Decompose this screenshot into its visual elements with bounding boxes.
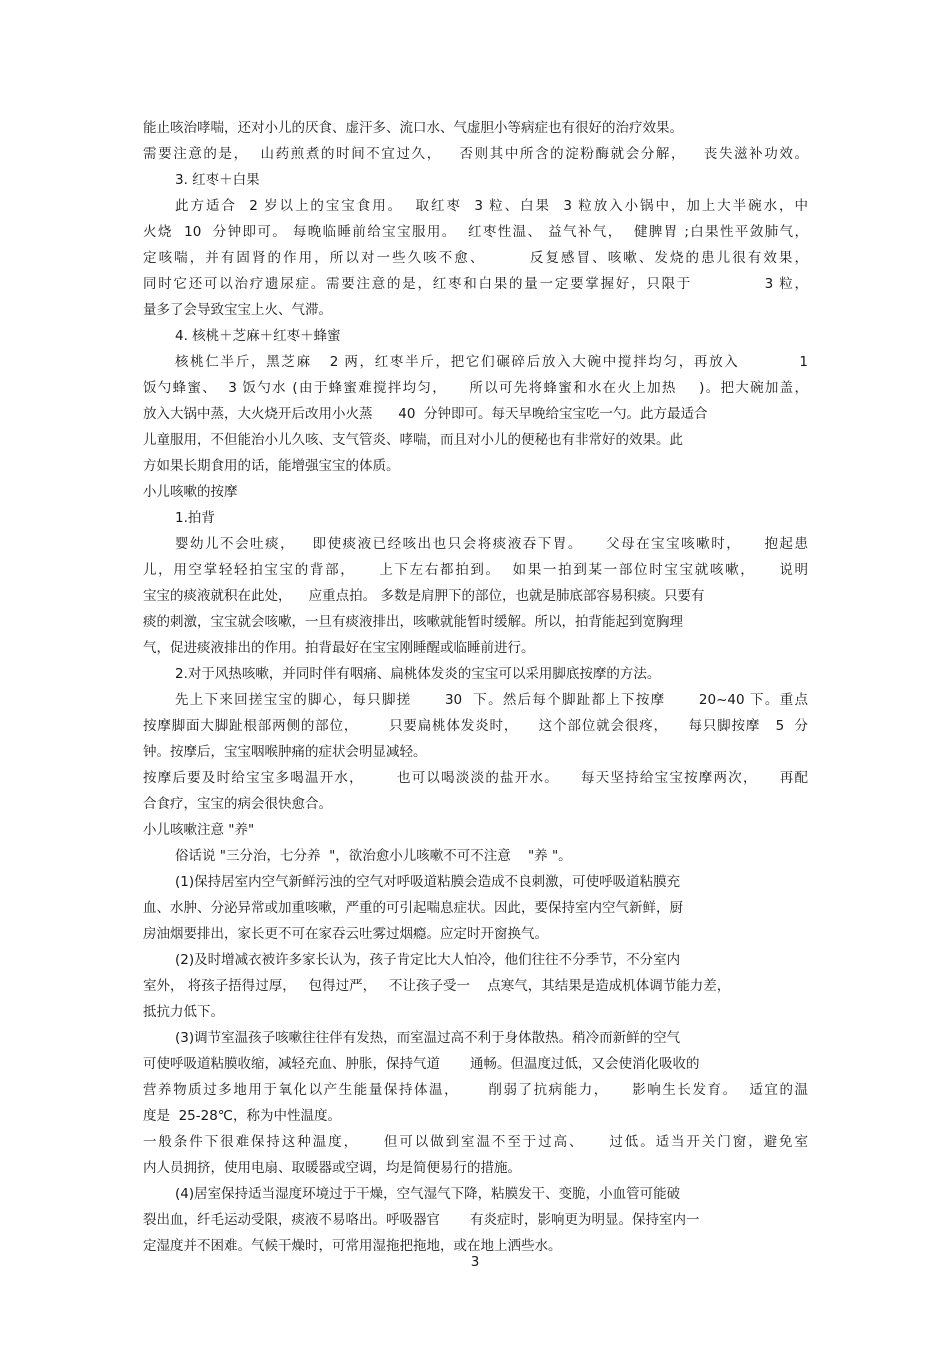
text-line: 一般条件下很难保持这种温度， 但可以做到室温不至于过高、 过低。适当开关门窗，避免室 bbox=[143, 1134, 808, 1150]
text-line: 抵抗力低下。 bbox=[143, 1004, 224, 1020]
text-line: 放入大锅中蒸，大火烧开后改用小火蒸 40 分钟即可。每天早晚给宝宝吃一勺。此方最适合 bbox=[143, 406, 708, 422]
text-line: 定湿度并不困难。气候干燥时，可常用湿拖把拖地，或在地上洒些水。 bbox=[143, 1238, 562, 1254]
text-line: 营养物质过多地用于氧化以产生能量保持体温， 削弱了抗病能力， 影响生长发育。 适宜的温 bbox=[143, 1082, 808, 1098]
text-line: 需要注意的是， 山药煎煮的时间不宜过久， 否则其中所含的淀粉酶就会分解， 丧失滋补功效。 bbox=[143, 146, 808, 162]
text-line: 婴幼儿不会吐痰， 即使痰液已经咳出也只会将痰液吞下胃。 父母在宝宝咳嗽时， 抱起患 bbox=[175, 536, 808, 552]
text-line: 钟。按摩后，宝宝咽喉肿痛的症状会明显减轻。 bbox=[143, 744, 427, 760]
text-line: 按摩后要及时给宝宝多喝温开水， 也可以喝淡淡的盐开水。 每天坚持给宝宝按摩两次， 再配 bbox=[143, 770, 808, 786]
list-heading: 2.对于风热咳嗽，并同时伴有咽痛、扁桃体发炎的宝宝可以采用脚底按摩的方法。 bbox=[175, 666, 661, 682]
text-line: 痰的刺激，宝宝就会咳嗽，一旦有痰液排出，咳嗽就能暂时缓解。所以，拍背能起到宽胸理 bbox=[143, 614, 683, 630]
text-line: (3)调节室温孩子咳嗽往往伴有发热，而室温过高不利于身体散热。稍冷而新鲜的空气 bbox=[175, 1030, 681, 1046]
text-line: 此方适合 2 岁以上的宝宝食用。 取红枣 3 粒、白果 3 粒放入小锅中，加上大半碗水，中 bbox=[175, 198, 808, 214]
text-line: 宝宝的痰液就积在此处， 应重点拍。 多数是肩胛下的部位，也就是肺底部容易积痰。只要有 bbox=[143, 588, 705, 604]
text-line: 定咳喘，并有固肾的作用，所以对一些久咳不愈、 反复感冒、咳嗽、发烧的患儿很有效果， bbox=[143, 250, 808, 266]
list-heading: 4. 核桃＋芝麻＋红枣＋蜂蜜 bbox=[175, 328, 341, 344]
text-line: 核桃仁半斤，黑芝麻 2 两，红枣半斤，把它们碾碎后放入大碗中搅拌均匀，再放入 1 bbox=[175, 354, 808, 370]
section-heading: 小儿咳嗽注意 "养" bbox=[143, 822, 255, 838]
text-line: 儿，用空掌轻轻拍宝宝的背部， 上下左右都拍到。 如果一拍到某一部位时宝宝就咳嗽， 说明 bbox=[143, 562, 808, 578]
text-line: 室外， 将孩子捂得过厚， 包得过严， 不让孩子受一 点寒气，其结果是造成机体调节能力差， bbox=[143, 978, 731, 994]
text-line: 房油烟要排出，家长更不可在家吞云吐雾过烟瘾。应定时开窗换气。 bbox=[143, 926, 548, 942]
text-line: 饭勺蜂蜜、 3 饭勺水 (由于蜂蜜难搅拌均匀， 所以可先将蜂蜜和水在火上加热 )。把大碗加盖， bbox=[143, 380, 808, 396]
text-line: 度是 25-28℃，称为中性温度。 bbox=[143, 1108, 341, 1124]
text-line: (2)及时增减衣被许多家长认为，孩子肯定比大人怕冷，他们往往不分季节，不分室内 bbox=[175, 952, 681, 968]
text-line: 气，促进痰液排出的作用。拍背最好在宝宝刚睡醒或临睡前进行。 bbox=[143, 640, 535, 656]
text-line: 能止咳治哮喘，还对小儿的厌食、虚汗多、流口水、气虚胆小等病症也有很好的治疗效果。 bbox=[143, 120, 683, 136]
list-heading: 3. 红枣＋白果 bbox=[175, 172, 260, 188]
section-heading: 小儿咳嗽的按摩 bbox=[143, 484, 238, 500]
list-heading: 1.拍背 bbox=[175, 510, 215, 526]
page-number: 3 bbox=[470, 1254, 480, 1270]
text-line: 儿童服用，不但能治小儿久咳、支气管炎、哮喘，而且对小儿的便秘也有非常好的效果。此 bbox=[143, 432, 683, 448]
text-line: 裂出血，纤毛运动受限，痰液不易咯出。呼吸器官 有炎症时，影响更为明显。保持室内一 bbox=[143, 1212, 700, 1228]
text-line: 俗话说 "三分治，七分养 "，欲治愈小儿咳嗽不可不注意 "养 "。 bbox=[175, 848, 572, 864]
text-line: (1)保持居室内空气新鲜污浊的空气对呼吸道粘膜会造成不良刺激，可使呼吸道粘膜充 bbox=[175, 874, 681, 890]
text-line: 方如果长期食用的话，能增强宝宝的体质。 bbox=[143, 458, 400, 474]
text-line: 血、水肿、分泌异常或加重咳嗽，严重的可引起喘息症状。因此，要保持室内空气新鲜，厨 bbox=[143, 900, 683, 916]
text-line: 量多了会导致宝宝上火、气滞。 bbox=[143, 302, 332, 318]
text-line: 内人员拥挤，使用电扇、取暖器或空调，均是简便易行的措施。 bbox=[143, 1160, 521, 1176]
text-line: 火烧 10 分钟即可。 每晚临睡前给宝宝服用。 红枣性温、 益气补气， 健脾胃 ;白果性平敛肺气， bbox=[143, 224, 808, 240]
text-line: 按摩脚面大脚趾根部两侧的部位， 只要扁桃体发炎时， 这个部位就会很疼， 每只脚按摩 5 分 bbox=[143, 718, 808, 734]
text-line: 可使呼吸道粘膜收缩，减轻充血、肿胀，保持气道 通畅。但温度过低，又会使消化吸收的 bbox=[143, 1056, 700, 1072]
text-line: 同时它还可以治疗遗尿症。需要注意的是，红枣和白果的量一定要掌握好，只限于 3 粒， bbox=[143, 276, 808, 292]
text-line: (4)居室保持适当湿度环境过于干燥，空气湿气下降，粘膜发干、变脆，小血管可能破 bbox=[175, 1186, 681, 1202]
text-line: 合食疗，宝宝的病会很快愈合。 bbox=[143, 796, 332, 812]
text-line: 先上下来回搓宝宝的脚心，每只脚搓 30 下。然后每个脚趾都上下按摩 20~40 下。重点 bbox=[175, 692, 808, 708]
